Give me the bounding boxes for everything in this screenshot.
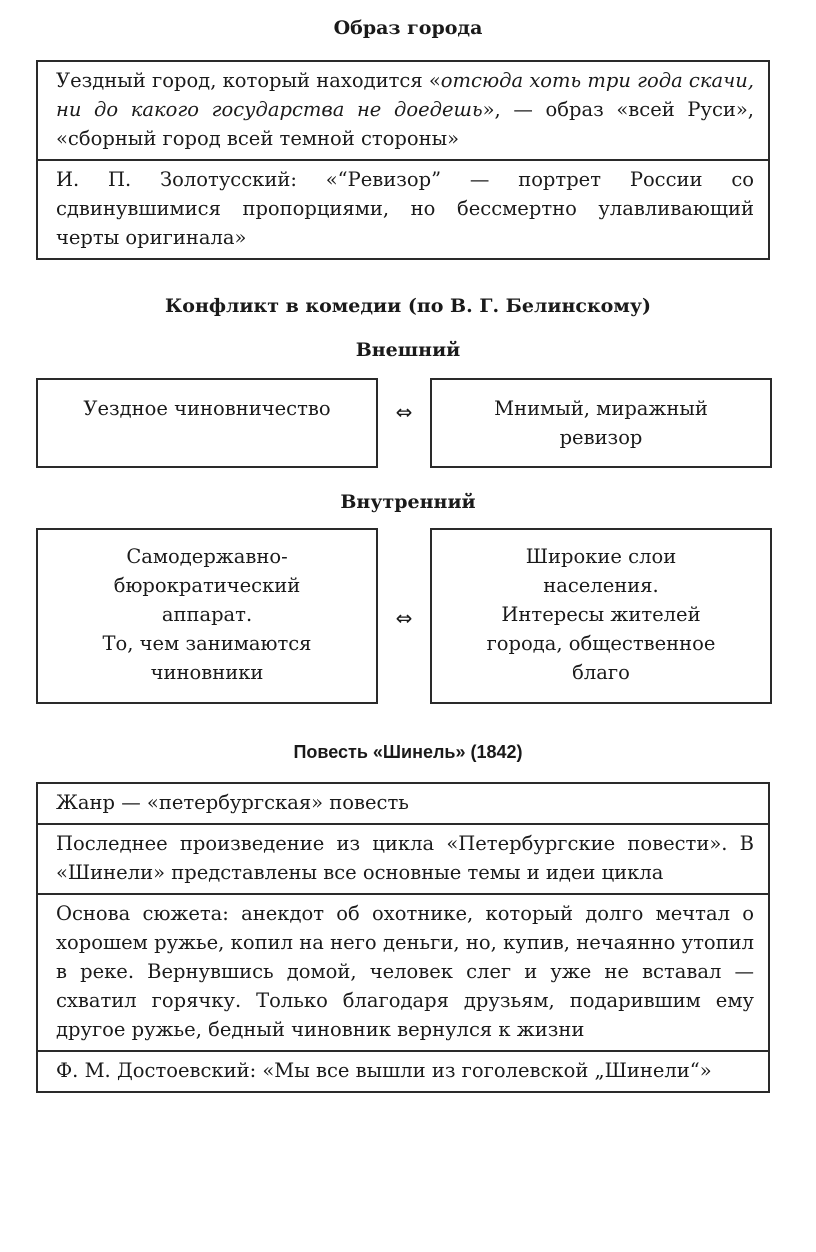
- internal-left-box: [36, 528, 378, 704]
- external-left-line: Уездное чиновничество: [83, 397, 331, 420]
- overcoat-heading: Повесть «Шинель» (1842): [293, 742, 523, 762]
- external-right-line: Мнимый, миражный: [494, 397, 708, 420]
- city-image-heading: Образ города: [333, 17, 483, 39]
- internal-conflict-heading: Внутренний: [340, 491, 476, 513]
- overcoat-row-cycle: Последнее произведение из цикла «Петербургские повести». В «Шинели» представлены все основные темы и идеи цикла: [38, 825, 768, 895]
- city-row-1-after: », — образ «всей Руси», «сборный город всей темной стороны»: [56, 98, 754, 150]
- city-row-1-before: Уездный город, который находится «: [56, 69, 441, 92]
- external-right-box: [430, 378, 772, 468]
- internal-right-box: [430, 528, 772, 704]
- external-double-arrow-icon: ⇔: [395, 400, 413, 424]
- external-right-line: ревизор: [559, 426, 643, 449]
- internal-right-line: Широкие слои: [525, 545, 677, 568]
- internal-right-line: Интересы жителей: [501, 603, 701, 626]
- overcoat-row-dostoevsky: Ф. М. Достоевский: «Мы все вышли из гоголевской „Шинели“»: [56, 1059, 712, 1082]
- city-row-1-quote: отсюда хоть три года скачи, ни до какого государства не доедешь: [56, 69, 754, 121]
- internal-right-line: города, общественное: [486, 632, 716, 655]
- internal-left-line: То, чем занимаются: [102, 632, 312, 655]
- overcoat-row-plot: Основа сюжета: анекдот об охотнике, который долго мечтал о хорошем ружье, копил на него деньги, но, купив, нечаянно утопил в реке. Вернувшись домой, человек слег и уже не вставал — схватил горячку. Только благодаря друзьям, подарившим ему другое ружье, бедный чиновник вернулся к жизни: [38, 895, 768, 1052]
- overcoat-table: [36, 782, 770, 1093]
- city-image-row-1: [38, 62, 768, 161]
- internal-left-line: бюрократический: [113, 574, 301, 597]
- internal-double-arrow-icon: ⇔: [395, 606, 413, 630]
- internal-left-line: Самодержавно-: [126, 545, 288, 568]
- conflict-heading: Конфликт в комедии (по В. Г. Белинскому): [164, 295, 652, 317]
- internal-left-line: чиновники: [150, 661, 264, 684]
- external-left-box: [36, 378, 378, 468]
- overcoat-row-genre: Жанр — «петербургская» повесть: [38, 784, 768, 825]
- internal-left-line: аппарат.: [161, 603, 253, 626]
- internal-right-line: благо: [572, 661, 630, 684]
- city-image-row-2: И. П. Золотусский: «“Ревизор” — портрет России со сдвинувшимися пропорциями, но бессмертно улавливающий черты оригинала»: [56, 168, 754, 249]
- external-conflict-heading: Внешний: [355, 339, 461, 361]
- city-image-table: [36, 60, 770, 260]
- internal-right-line: населения.: [543, 574, 659, 597]
